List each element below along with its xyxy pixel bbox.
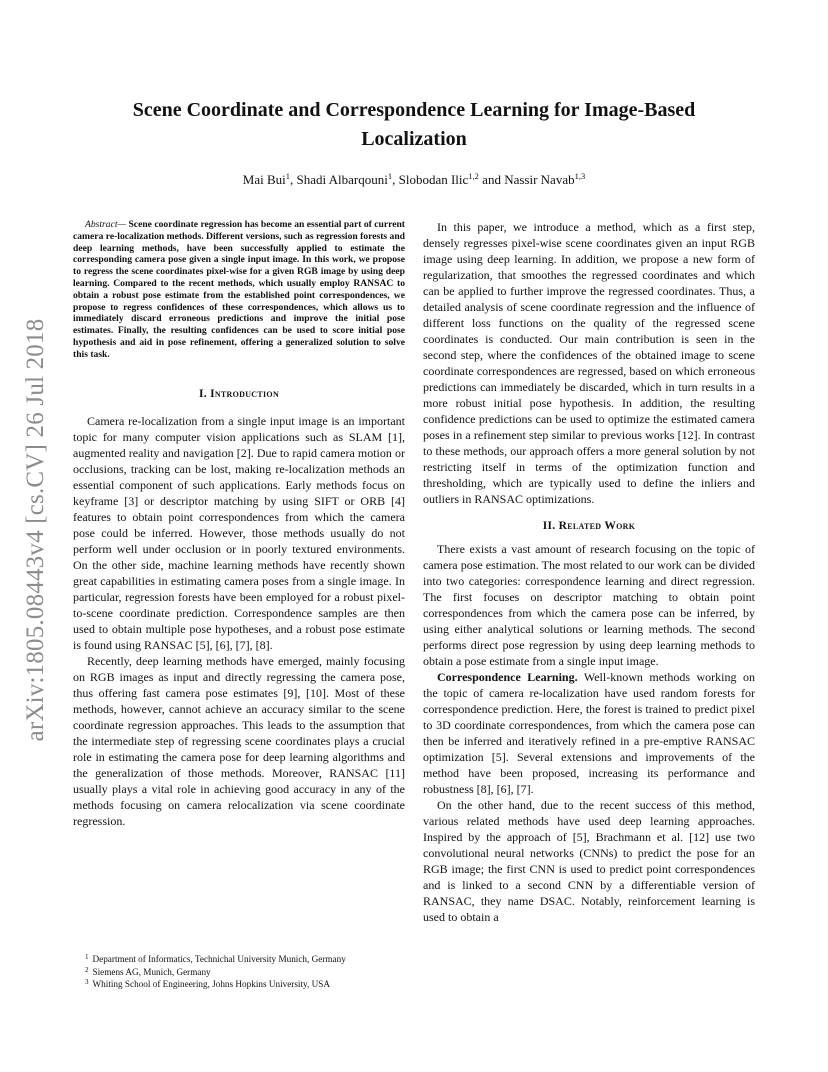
author-name: Slobodan Ilic [398, 172, 469, 187]
author-name: Nassir Navab [504, 172, 575, 187]
abstract-text: Scene coordinate regression has become an essential part of current camera re-localization methods. Different versions, such as regression forests and deep learning methods, have been successfully applied to estimate the corresponding camera pose given a single input image. In this work, we propose to regress the scene coordinates pixel-wise for a given RGB image by using deep learning. Compared to the recent methods, which usually employ RANSAC to obtain a robust pose estimate from the established point correspondences, we propose to regress confidences of these correspondences, which allows us to immediately discard erroneous predictions and improve the initial pose estimates. Finally, the resulting confidences can be used to score initial pose hypothesis and aid in pose refinement, offering a generalized solution to solve this task. [73, 219, 405, 360]
abstract [73, 219, 405, 361]
footnote: $^3$ Whiting School of Engineering, Johns Hopkins University, USA [85, 978, 330, 989]
author-affiliation: 1,2 [468, 171, 479, 181]
affiliation-footnotes [85, 953, 415, 991]
section-heading-related-work: II. Related Work [542, 520, 636, 532]
right-column [423, 219, 755, 925]
author-affiliation: 1,3 [574, 171, 586, 181]
left-column [73, 219, 405, 829]
arxiv-identifier-stamp [18, 295, 54, 765]
author-affiliation: 1 [285, 171, 290, 181]
abstract-label: Abstract— [85, 219, 127, 230]
footnote: $^2$ Siemens AG, Munich, Germany [85, 965, 211, 977]
paragraph-lead: Correspondence Learning. [437, 670, 578, 684]
footnote: $^1$ Department of Informatics, Technichal University Munich, Germany [85, 953, 346, 964]
section-heading-introduction: I. Introduction [198, 387, 280, 400]
author-affiliation: 1 [387, 171, 393, 181]
body-paragraph: In this paper, we introduce a method, which as a first step, densely regresses pixel-wise scene coordinates given an input RGB image using deep learning. In addition, we propose a new form of regularization, that smoothes the regressed coordinates and which can be applied to further improve the regressed coordinates. Thus, a detailed analysis of scene coordinate regression and the influence of different loss functions on the quality of the regressed scene coordinates is conducted. Our main contribution is seen in the second step, where the confidences of the obtained image to scene coordinate correspondences are regressed, based on which erroneous predictions can immediately be discarded, which in turn results in a more robust initial pose hypothesis. In addition, the resulting confidence predictions can be used to optimize the estimated camera poses in a refinement step similar to previous works [12]. In contrast to these methods, our approach offers a more general solution by not restricting itself in terms of the optimization function and thresholding, which are typically used to define the inliers and outliers in RANSAC optimizations. [423, 220, 755, 506]
body-paragraph: Camera re-localization from a single input image is an important topic for many computer vision applications such as SLAM [1], augmented reality and navigation [2]. Due to rapid camera motion or occlusions, tracking can be lost, making re-localization methods an essential component of such applications. Early methods focus on keyframe [3] or descriptor matching by using SIFT or ORB [4] features to obtain point correspondences from which the camera pose could be inferred. However, those methods usually do not perform well under occlusion or in poorly textured environments. On the other side, machine learning methods have recently shown great capabilities in estimating camera poses from a single image. In particular, regression forests have been employed for a robust pixel-to-scene coordinate prediction. Correspondence samples are then used to obtain multiple pose hypotheses, and a robust pose estimate is found using RANSAC [5], [6], [7], [8]. [73, 413, 405, 652]
author-name: Mai Bui [242, 172, 286, 187]
author-name: Shadi Albarqouni [296, 172, 388, 187]
body-paragraph: On the other hand, due to the recent success of this method, various related methods have used deep learning approaches. Inspired by the approach of [5], Brachmann et al. [12] use two convolutional neural networks (CNNs) to predict the pose for an RGB image; the first CNN is used to predict point correspondences and is linked to a second CNN by a differentiable version of RANSAC, they name DSAC. Notably, reinforcement learning is used to obtain a [423, 798, 755, 924]
author-list: Mai Bui$^1$, Shadi Albarqouni$^1$, Slobodan Ilic$^{1,2}$ and Nassir Navab$^{1,3}$ [242, 171, 586, 187]
body-paragraph: Correspondence Learning. Well-known methods working on the topic of camera re-localization have used random forests for correspondence prediction. Here, the forest is trained to predict pixel to 3D coordinate correspondences, from which the camera pose can then be inferred and iteratively refined in a pre-emptive RANSAC optimization [5]. Several extensions and improvements of the method have been proposed, increasing its performance and robustness [8], [6], [7]. [423, 670, 755, 796]
body-paragraph: Recently, deep learning methods have emerged, mainly focusing on RGB images as input and directly regressing the camera pose, thus offering fast camera pose estimates [9], [10]. Most of these methods, however, cannot achieve an accuracy similar to the scene coordinate regression approaches. This leads to the assumption that the intermediate step of regressing scene coordinates plays a crucial role in estimating the camera pose for deep learning algorithms and the generalization of those methods. Moreover, RANSAC [11] usually plays a vital role in achieving good accuracy in any of the methods focusing on camera relocalization via scene coordinate regression. [73, 653, 405, 828]
arxiv-id-text: arXiv:1805.08443v4 [cs.CV] 26 Jul 2018 [22, 318, 49, 742]
body-paragraph: There exists a vast amount of research focusing on the topic of camera pose estimation. The most related to our work can be divided into two categories: correspondence learning and direct regression. The first focuses on descriptor matching to obtain point correspondences from which the camera pose can be inferred, by using either analytical solutions or learning methods. The second performs direct pose regression by using deep learning methods to obtain a pose estimate from a single input image. [423, 542, 755, 668]
paper-title: Scene Coordinate and Correspondence Learning for Image-Based Localization [132, 99, 696, 150]
